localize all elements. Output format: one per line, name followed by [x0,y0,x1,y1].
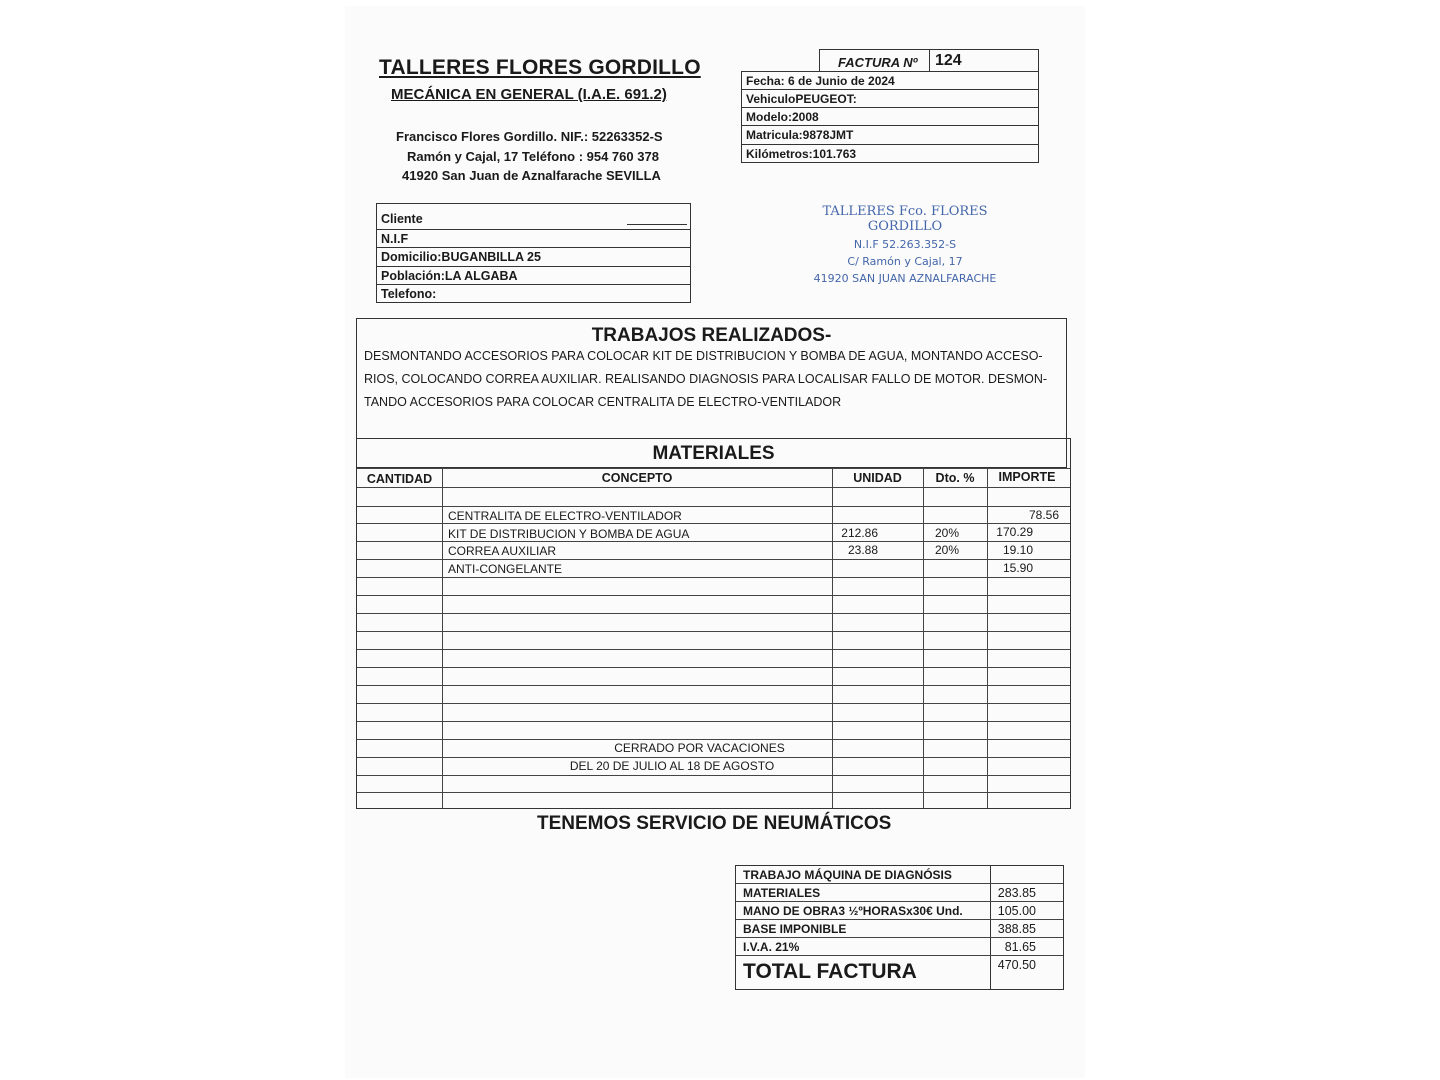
invoice-number-box [819,49,1039,72]
table-line [357,649,1070,650]
table-line [357,792,1070,793]
labour-label: MANO DE OBRA3 ½ºHORASx30€ Und. [743,904,963,918]
row-3-concepto: CORREA AUXILIAR [448,544,557,558]
holiday-note-2: DEL 20 DE JULIO AL 18 DE AGOSTO [569,759,775,773]
vehicle-box [741,71,1039,163]
labour-value: 105.00 [997,904,1036,918]
company-name: TALLERES FLORES GORDILLO [379,56,701,79]
work-line-1: DESMONTANDO ACCESORIOS PARA COLOCAR KIT DE DISTRIBUCION Y BOMBA DE AGUA, MONTANDO ACCESO- [364,349,1043,363]
row-4-importe: 15.90 [1002,561,1033,575]
totals-box [735,865,1064,990]
row-3-importe: 19.10 [1002,543,1033,557]
invoice-label: FACTURA Nº [838,55,918,70]
invoice-km: Kilómetros:101.763 [746,147,857,161]
row-1-importe: 78.56 [1028,508,1059,522]
table-line [357,685,1070,686]
client-name-line [627,224,687,225]
totals-line [736,955,1063,956]
row-2-unidad: 212.86 [841,526,878,540]
client-box [376,203,691,303]
table-line [357,721,1070,722]
tax-base-label: BASE IMPONIBLE [743,922,847,936]
table-line [357,577,1070,578]
materials-title: MATERIALES [652,443,775,464]
totals-divider [990,866,991,989]
table-line [357,631,1070,632]
invoice-plate: Matricula:9878JMT [742,126,1038,145]
total-invoice-value: 470.50 [997,958,1036,972]
total-invoice-label: TOTAL FACTURA [743,960,917,983]
work-title: TRABAJOS REALIZADOS- [591,325,832,346]
work-line-3: TANDO ACCESORIOS PARA COLOCAR CENTRALITA DE ELECTRO-VENTILADOR [364,395,842,409]
company-stamp [790,204,1020,285]
header-importe: IMPORTE [998,470,1056,484]
totals-line [736,883,1063,884]
table-col-divider [442,469,443,808]
client-phone: Telefono: [381,287,437,301]
row-1-concepto: CENTRALITA DE ELECTRO-VENTILADOR [448,509,682,523]
totals-line [736,937,1063,938]
materials-total-label: MATERIALES [743,886,821,900]
work-line-2: RIOS, COLOCANDO CORREA AUXILIAR. REALISANDO DIAGNOSIS PARA LOCALISAR FALLO DE MOTOR. DESMON- [364,372,1048,386]
table-line [357,757,1070,758]
table-col-divider [832,469,833,808]
client-nif-label: N.I.F [381,232,409,246]
table-line [357,487,1070,488]
client-address: Domicilio:BUGANBILLA 25 [377,248,690,267]
header-unidad: UNIDAD [853,471,902,485]
client-name-label: Cliente [381,212,423,226]
table-line [357,506,1070,507]
stamp-line-1: TALLERES Fco. FLORES GORDILLO [822,204,988,234]
table-line [357,468,1070,469]
company-owner: Francisco Flores Gordillo. NIF.: 52263352-S [396,129,663,144]
client-name [377,204,690,230]
header-concepto: CONCEPTO [601,471,673,485]
client-town: Población:LA ALGABA [377,267,690,285]
client-nif [377,230,690,248]
table-line [357,541,1070,542]
tyre-service-banner: TENEMOS SERVICIO DE NEUMÁTICOS [537,813,892,834]
materials-table [356,438,1071,809]
table-col-divider [923,469,924,808]
row-4-concepto: ANTI-CONGELANTE [448,562,563,576]
table-line [357,523,1070,524]
materials-total-value: 283.85 [997,886,1036,900]
table-line [357,667,1070,668]
row-2-dto: 20% [934,526,959,540]
header-dto: Dto. % [935,471,975,485]
stamp-line-3: C/ Ramón y Cajal, 17 [847,255,963,268]
row-3-unidad: 23.88 [847,543,878,557]
stamp-line-4: 41920 SAN JUAN AZNALFARACHE [813,272,997,285]
invoice-model: Modelo:2008 [742,108,1038,126]
iva-value: 81.65 [1004,940,1036,954]
table-line [357,775,1070,776]
row-2-importe: 170.29 [996,525,1033,539]
totals-line [736,919,1063,920]
row-3-dto: 20% [934,543,959,557]
invoice-date: Fecha: 6 de Junio de 2024 [742,71,1038,90]
invoice-divider [929,50,930,71]
company-activity: MECÁNICA EN GENERAL (I.A.E. 691.2) [391,86,667,103]
totals-line [736,901,1063,902]
iva-label: I.V.A. 21% [743,940,800,954]
company-address: Ramón y Cajal, 17 Teléfono : 954 760 378 [407,149,659,164]
table-line [357,613,1070,614]
invoice-number: 124 [935,52,962,69]
company-city: 41920 San Juan de Aznalfarache SEVILLA [402,168,661,183]
tax-base-value: 388.85 [997,922,1036,936]
invoice-vehicle: VehiculoPEUGEOT: [742,90,1038,108]
table-line [357,595,1070,596]
diagnosis-label: TRABAJO MÁQUINA DE DIAGNÓSIS [743,868,952,882]
row-2-concepto: KIT DE DISTRIBUCION Y BOMBA DE AGUA [448,527,690,541]
table-line [357,703,1070,704]
holiday-note-1: CERRADO POR VACACIONES [614,741,785,755]
stamp-line-2: N.I.F 52.263.352-S [853,238,957,251]
table-line [357,559,1070,560]
table-line [357,739,1070,740]
header-cantidad: CANTIDAD [366,472,433,486]
